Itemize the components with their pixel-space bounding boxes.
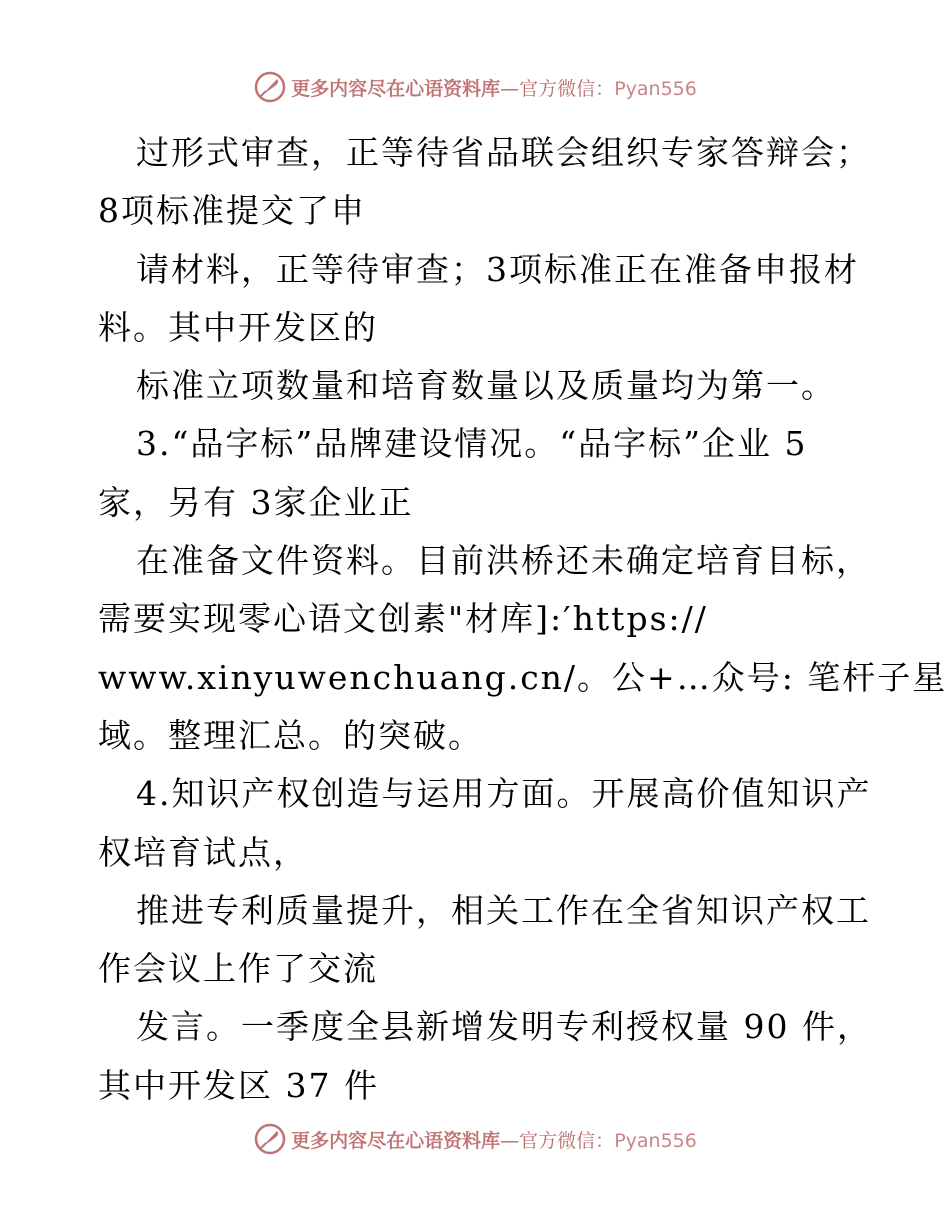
text-line: 过形式审查，正等待省品联会组织专家答辩会； bbox=[136, 133, 871, 172]
feather-quill-logo-icon bbox=[253, 1122, 287, 1156]
banner-text bbox=[291, 74, 697, 101]
text-line: 需要实现零心语文创素"材库]:′https:// bbox=[98, 599, 708, 639]
text-line: 4.知识产权创造与运用方面。开展高价值知识产 bbox=[136, 774, 872, 814]
banner-text bbox=[291, 1126, 697, 1153]
text-line: 料。其中开发区的 bbox=[98, 307, 378, 347]
text-line: www.xinyuwenchuang.cn/。公+…众号: 笔杆子星 bbox=[98, 657, 948, 697]
text-line: 域。整理汇总。的突破。 bbox=[98, 715, 483, 755]
banner-brand: 更多内容尽在心语资料库 bbox=[291, 1129, 501, 1152]
feather-quill-logo-icon bbox=[253, 70, 287, 104]
footer-banner bbox=[0, 1122, 950, 1156]
banner-wechat-id: Pyan556 bbox=[614, 77, 697, 100]
text-line: 作会议上作了交流 bbox=[98, 949, 378, 989]
text-line: 请材料，正等待审查；3项标准正在准备申报材 bbox=[136, 249, 859, 289]
header-banner bbox=[0, 70, 950, 104]
text-line: 8项标准提交了申 bbox=[98, 191, 366, 231]
banner-wechat-label: 官方微信： bbox=[519, 1129, 615, 1152]
banner-wechat-label: 官方微信： bbox=[519, 77, 615, 100]
text-line: 其中开发区 37 件 bbox=[98, 1065, 379, 1105]
banner-separator: — bbox=[500, 77, 520, 100]
text-line: 推进专利质量提升，相关工作在全省知识产权工 bbox=[136, 890, 871, 930]
document-body bbox=[98, 124, 948, 1115]
text-line: 3.“品字标”品牌建设情况。“品字标”企业 5 bbox=[136, 424, 808, 464]
text-line: 发言。一季度全县新增发明专利授权量 90 件， bbox=[136, 1007, 872, 1047]
banner-wechat-id: Pyan556 bbox=[614, 1129, 697, 1152]
text-line: 在准备文件资料。目前洪桥还未确定培育目标， bbox=[136, 541, 871, 581]
banner-separator: — bbox=[500, 1129, 520, 1152]
text-line: 家，另有 3家企业正 bbox=[98, 482, 414, 522]
banner-brand: 更多内容尽在心语资料库 bbox=[291, 77, 501, 100]
text-line: 标准立项数量和培育数量以及质量均为第一。 bbox=[136, 366, 836, 406]
text-line: 权培育试点， bbox=[98, 832, 308, 872]
